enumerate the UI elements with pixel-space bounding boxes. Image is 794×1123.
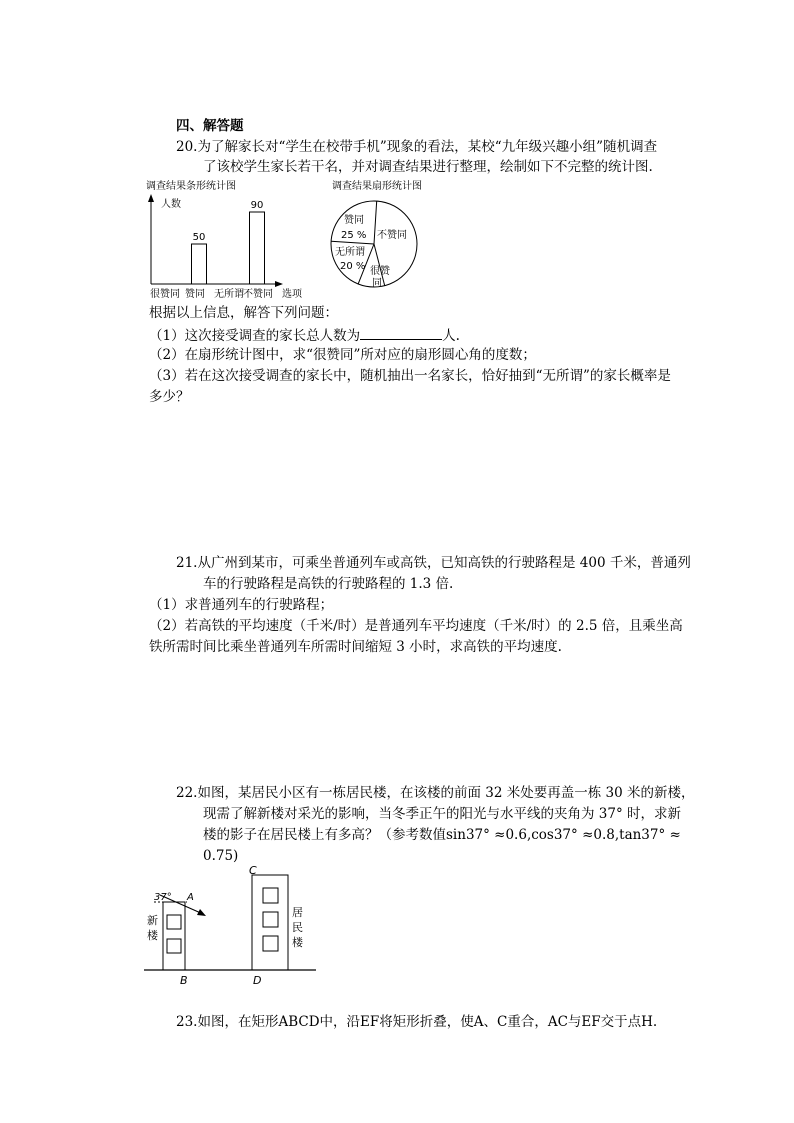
point-B-label: B	[180, 974, 188, 987]
q22-line2: 现需了解新楼对采光的影响，当冬季正午的阳光与水平线的夹角为 37° 时，求新	[203, 806, 682, 822]
q20-intro: 根据以上信息，解答下列问题：	[149, 305, 338, 321]
bar-category-label: 赞同	[185, 289, 205, 300]
q23-line1: 23.如图，在矩形ABCD中，沿EF将矩形折叠，使A、C重合，AC与EF交于点H.	[176, 1014, 658, 1030]
q22-line1: 22.如图，某居民小区有一栋居民楼，在该楼的前面 32 米处要再盖一栋 30 米的新楼，	[176, 785, 695, 801]
bar	[250, 212, 265, 284]
q21-line1: 21.从广州到某市，可乘坐普通列车或高铁，已知高铁的行驶路程是 400 千米，普通列	[176, 555, 691, 571]
bar-chart	[140, 178, 320, 302]
pie-chart	[330, 178, 430, 302]
q20-line2: 了该校学生家长若干名，并对调查结果进行整理，绘制如下不完整的统计图.	[203, 159, 653, 175]
section-title: 四、解答题	[176, 118, 244, 134]
bar-chart-title: 调查结果条形统计图	[146, 181, 236, 192]
point-A-label: A	[187, 892, 194, 903]
bar-category-labels	[150, 287, 273, 300]
y-axis-arrow	[148, 194, 154, 202]
bar-value-label: 90	[250, 200, 264, 211]
q20-part3-line2: 多少？	[149, 389, 190, 405]
answer-blank[interactable]	[360, 325, 442, 340]
q22-line4: 0.75)	[203, 848, 239, 864]
q20-part3-line1: （3）若在这次接受调查的家长中，随机抽出一名家长，恰好抽到“无所谓”的家长概率是	[149, 368, 671, 384]
new-building-window-1	[167, 915, 181, 929]
new-building-window-2	[167, 939, 181, 953]
residential-label-2: 民	[292, 921, 303, 934]
residential-label-3: 楼	[292, 936, 303, 949]
residential-building	[252, 875, 288, 970]
q22-line3: 楼的影子在居民楼上有多高？（参考数值sin37° ≈0.6,cos37° ≈0.8,tan37° ≈	[203, 827, 681, 843]
q21-line2: 车的行驶路程是高铁的行驶路程的 1.3 倍.	[203, 576, 454, 592]
pie-label-strongly-1: 很赞	[370, 266, 390, 277]
bar	[192, 244, 207, 284]
bar-value-label: 50	[192, 232, 206, 243]
pie-chart-title: 调查结果扇形统计图	[332, 181, 422, 192]
angle-label: 37°	[154, 892, 172, 903]
new-building-label-2: 楼	[147, 929, 158, 942]
bar-category-label: 不赞同	[243, 289, 273, 300]
q20-part2: （2）在扇形统计图中，求“很赞同”所对应的扇形圆心角的度数；	[149, 347, 536, 363]
y-axis-label: 人数	[161, 199, 181, 210]
pie-label-agree: 赞同	[344, 215, 364, 226]
x-axis-arrow	[275, 281, 283, 287]
sun-ray-arrow-icon	[197, 909, 206, 916]
q20-line1: 20.为了解家长对“学生在校带手机”现象的看法，某校“九年级兴趣小组”随机调查	[176, 139, 658, 155]
pie-label-neutral: 无所谓	[335, 247, 365, 258]
point-C-label: C	[249, 864, 257, 877]
pie-label-disagree: 不赞同	[377, 230, 407, 241]
building-figure	[140, 862, 320, 992]
point-D-label: D	[253, 974, 262, 987]
q21-part1: （1）求普通列车的行驶路程；	[149, 597, 334, 613]
pie-value-agree: 25 %	[341, 230, 367, 241]
pie-value-neutral: 20 %	[340, 261, 366, 272]
q21-part2-line1: （2）若高铁的平均速度（千米/时）是普通列车平均速度（千米/时）的 2.5 倍，且乘坐高	[149, 618, 683, 634]
q20-part1	[149, 325, 460, 345]
residential-label-1: 居	[292, 906, 303, 919]
residential-window-1	[263, 888, 278, 903]
new-building-label-1: 新	[147, 914, 158, 927]
q20-part1-text: （1）这次接受调查的家长总人数为	[149, 328, 361, 344]
pie-label-strongly-2: 同	[372, 278, 382, 289]
new-building	[163, 902, 185, 970]
q21-part2-line2: 铁所需时间比乘坐普通列车所需时间缩短 3 小时，求高铁的平均速度.	[149, 639, 562, 655]
x-axis-label: 选项	[282, 289, 302, 300]
residential-window-3	[263, 936, 278, 951]
bar-category-label: 很赞同	[150, 289, 180, 300]
bar-category-label: 无所谓	[214, 289, 244, 300]
q20-part1-unit: 人.	[442, 328, 460, 344]
bars	[192, 212, 265, 284]
residential-window-2	[263, 912, 278, 927]
